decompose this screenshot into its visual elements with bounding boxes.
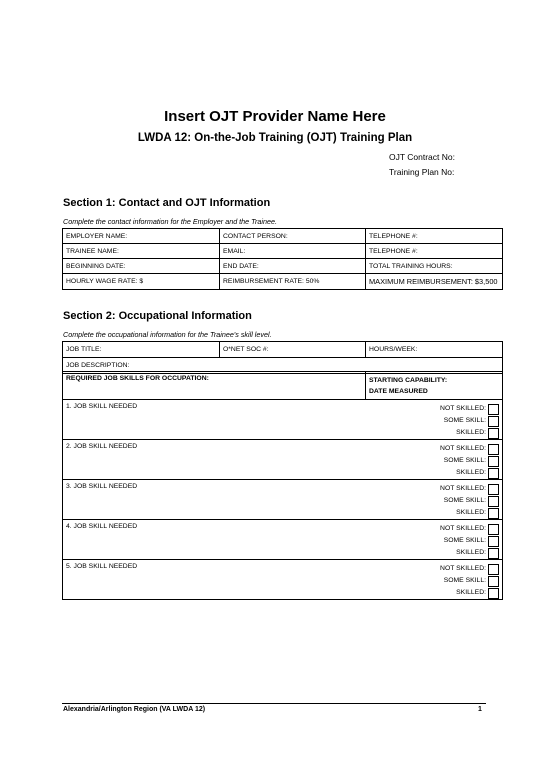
total-training-hours-field[interactable]: TOTAL TRAINING HOURS: [366,259,503,274]
onet-soc-field[interactable]: O*NET SOC #: [220,342,366,358]
some-skill-label: SOME SKILL: [443,497,486,504]
skill-4-field[interactable]: 4. JOB SKILL NEEDED [63,520,366,560]
table-row [63,440,503,480]
table-row [63,400,503,440]
some-skill-label: SOME SKILL: [443,577,486,584]
some-skill-checkbox[interactable] [488,456,499,467]
reimbursement-rate-field: REIMBURSEMENT RATE: 50% [220,274,366,290]
skill-1-capability [366,400,503,440]
skill-2-field[interactable]: 2. JOB SKILL NEEDED [63,440,366,480]
capability-header-line1: STARTING CAPABILITY: [369,377,448,384]
table-row [63,259,503,274]
employer-telephone-field[interactable]: TELEPHONE #: [366,229,503,244]
some-skill-checkbox[interactable] [488,416,499,427]
occupational-info-table [62,341,503,374]
section2-heading: Section 2: Occupational Information [63,310,252,322]
trainee-email-field[interactable]: EMAIL: [220,244,366,259]
contract-no-label: OJT Contract No: [389,152,455,162]
table-row [63,520,503,560]
contact-info-table [62,228,503,290]
not-skilled-checkbox[interactable] [488,444,499,455]
trainee-name-field[interactable]: TRAINEE NAME: [63,244,220,259]
table-row [63,244,503,259]
contact-person-field[interactable]: CONTACT PERSON: [220,229,366,244]
job-skills-table [62,371,503,600]
not-skilled-checkbox[interactable] [488,524,499,535]
skill-5-capability [366,560,503,600]
capability-header-line2: DATE MEASURED [369,388,428,395]
some-skill-checkbox[interactable] [488,496,499,507]
table-row [63,560,503,600]
some-skill-label: SOME SKILL: [443,537,486,544]
not-skilled-label: NOT SKILLED: [440,565,486,572]
job-title-field[interactable]: JOB TITLE: [63,342,220,358]
skill-3-capability [366,480,503,520]
skilled-checkbox[interactable] [488,428,499,439]
not-skilled-checkbox[interactable] [488,404,499,415]
section2-instruction: Complete the occupational information for the Trainee's skill level. [63,330,272,339]
hours-week-field[interactable]: HOURS/WEEK: [366,342,503,358]
skilled-checkbox[interactable] [488,508,499,519]
skilled-label: SKILLED: [456,469,486,476]
some-skill-label: SOME SKILL: [443,417,486,424]
skill-1-field[interactable]: 1. JOB SKILL NEEDED [63,400,366,440]
not-skilled-label: NOT SKILLED: [440,525,486,532]
job-description-field[interactable]: JOB DESCRIPTION: [63,358,503,374]
skilled-checkbox[interactable] [488,468,499,479]
skilled-checkbox[interactable] [488,588,499,599]
section1-heading: Section 1: Contact and OJT Information [63,197,271,209]
table-row [63,342,503,358]
not-skilled-label: NOT SKILLED: [440,485,486,492]
employer-name-field[interactable]: EMPLOYER NAME: [63,229,220,244]
trainee-telephone-field[interactable]: TELEPHONE #: [366,244,503,259]
not-skilled-checkbox[interactable] [488,564,499,575]
skill-2-capability [366,440,503,480]
maximum-reimbursement-field: MAXIMUM REIMBURSEMENT: $3,500 [366,274,503,290]
skilled-label: SKILLED: [456,429,486,436]
skilled-label: SKILLED: [456,589,486,596]
skilled-checkbox[interactable] [488,548,499,559]
end-date-field[interactable]: END DATE: [220,259,366,274]
skilled-label: SKILLED: [456,509,486,516]
provider-name-title: Insert OJT Provider Name Here [164,108,386,125]
table-row [63,274,503,290]
table-row [63,229,503,244]
plan-no-label: Training Plan No: [389,167,455,177]
table-row [63,480,503,520]
page-number: 1 [478,706,482,713]
hourly-wage-field[interactable]: HOURLY WAGE RATE: $ [63,274,220,290]
plan-title: LWDA 12: On-the-Job Training (OJT) Training Plan [137,132,413,144]
some-skill-checkbox[interactable] [488,576,499,587]
footer-divider [62,703,486,704]
skill-3-field[interactable]: 3. JOB SKILL NEEDED [63,480,366,520]
some-skill-checkbox[interactable] [488,536,499,547]
skills-header-row [63,372,503,400]
starting-capability-header [366,372,503,400]
beginning-date-field[interactable]: BEGINNING DATE: [63,259,220,274]
skill-4-capability [366,520,503,560]
skill-5-field[interactable]: 5. JOB SKILL NEEDED [63,560,366,600]
not-skilled-label: NOT SKILLED: [440,405,486,412]
required-skills-header: REQUIRED JOB SKILLS FOR OCCUPATION: [63,372,366,400]
section1-instruction: Complete the contact information for the Employer and the Trainee. [63,217,278,226]
not-skilled-checkbox[interactable] [488,484,499,495]
some-skill-label: SOME SKILL: [443,457,486,464]
not-skilled-label: NOT SKILLED: [440,445,486,452]
footer-region: Alexandria/Arlington Region (VA LWDA 12) [63,706,206,713]
skilled-label: SKILLED: [456,549,486,556]
